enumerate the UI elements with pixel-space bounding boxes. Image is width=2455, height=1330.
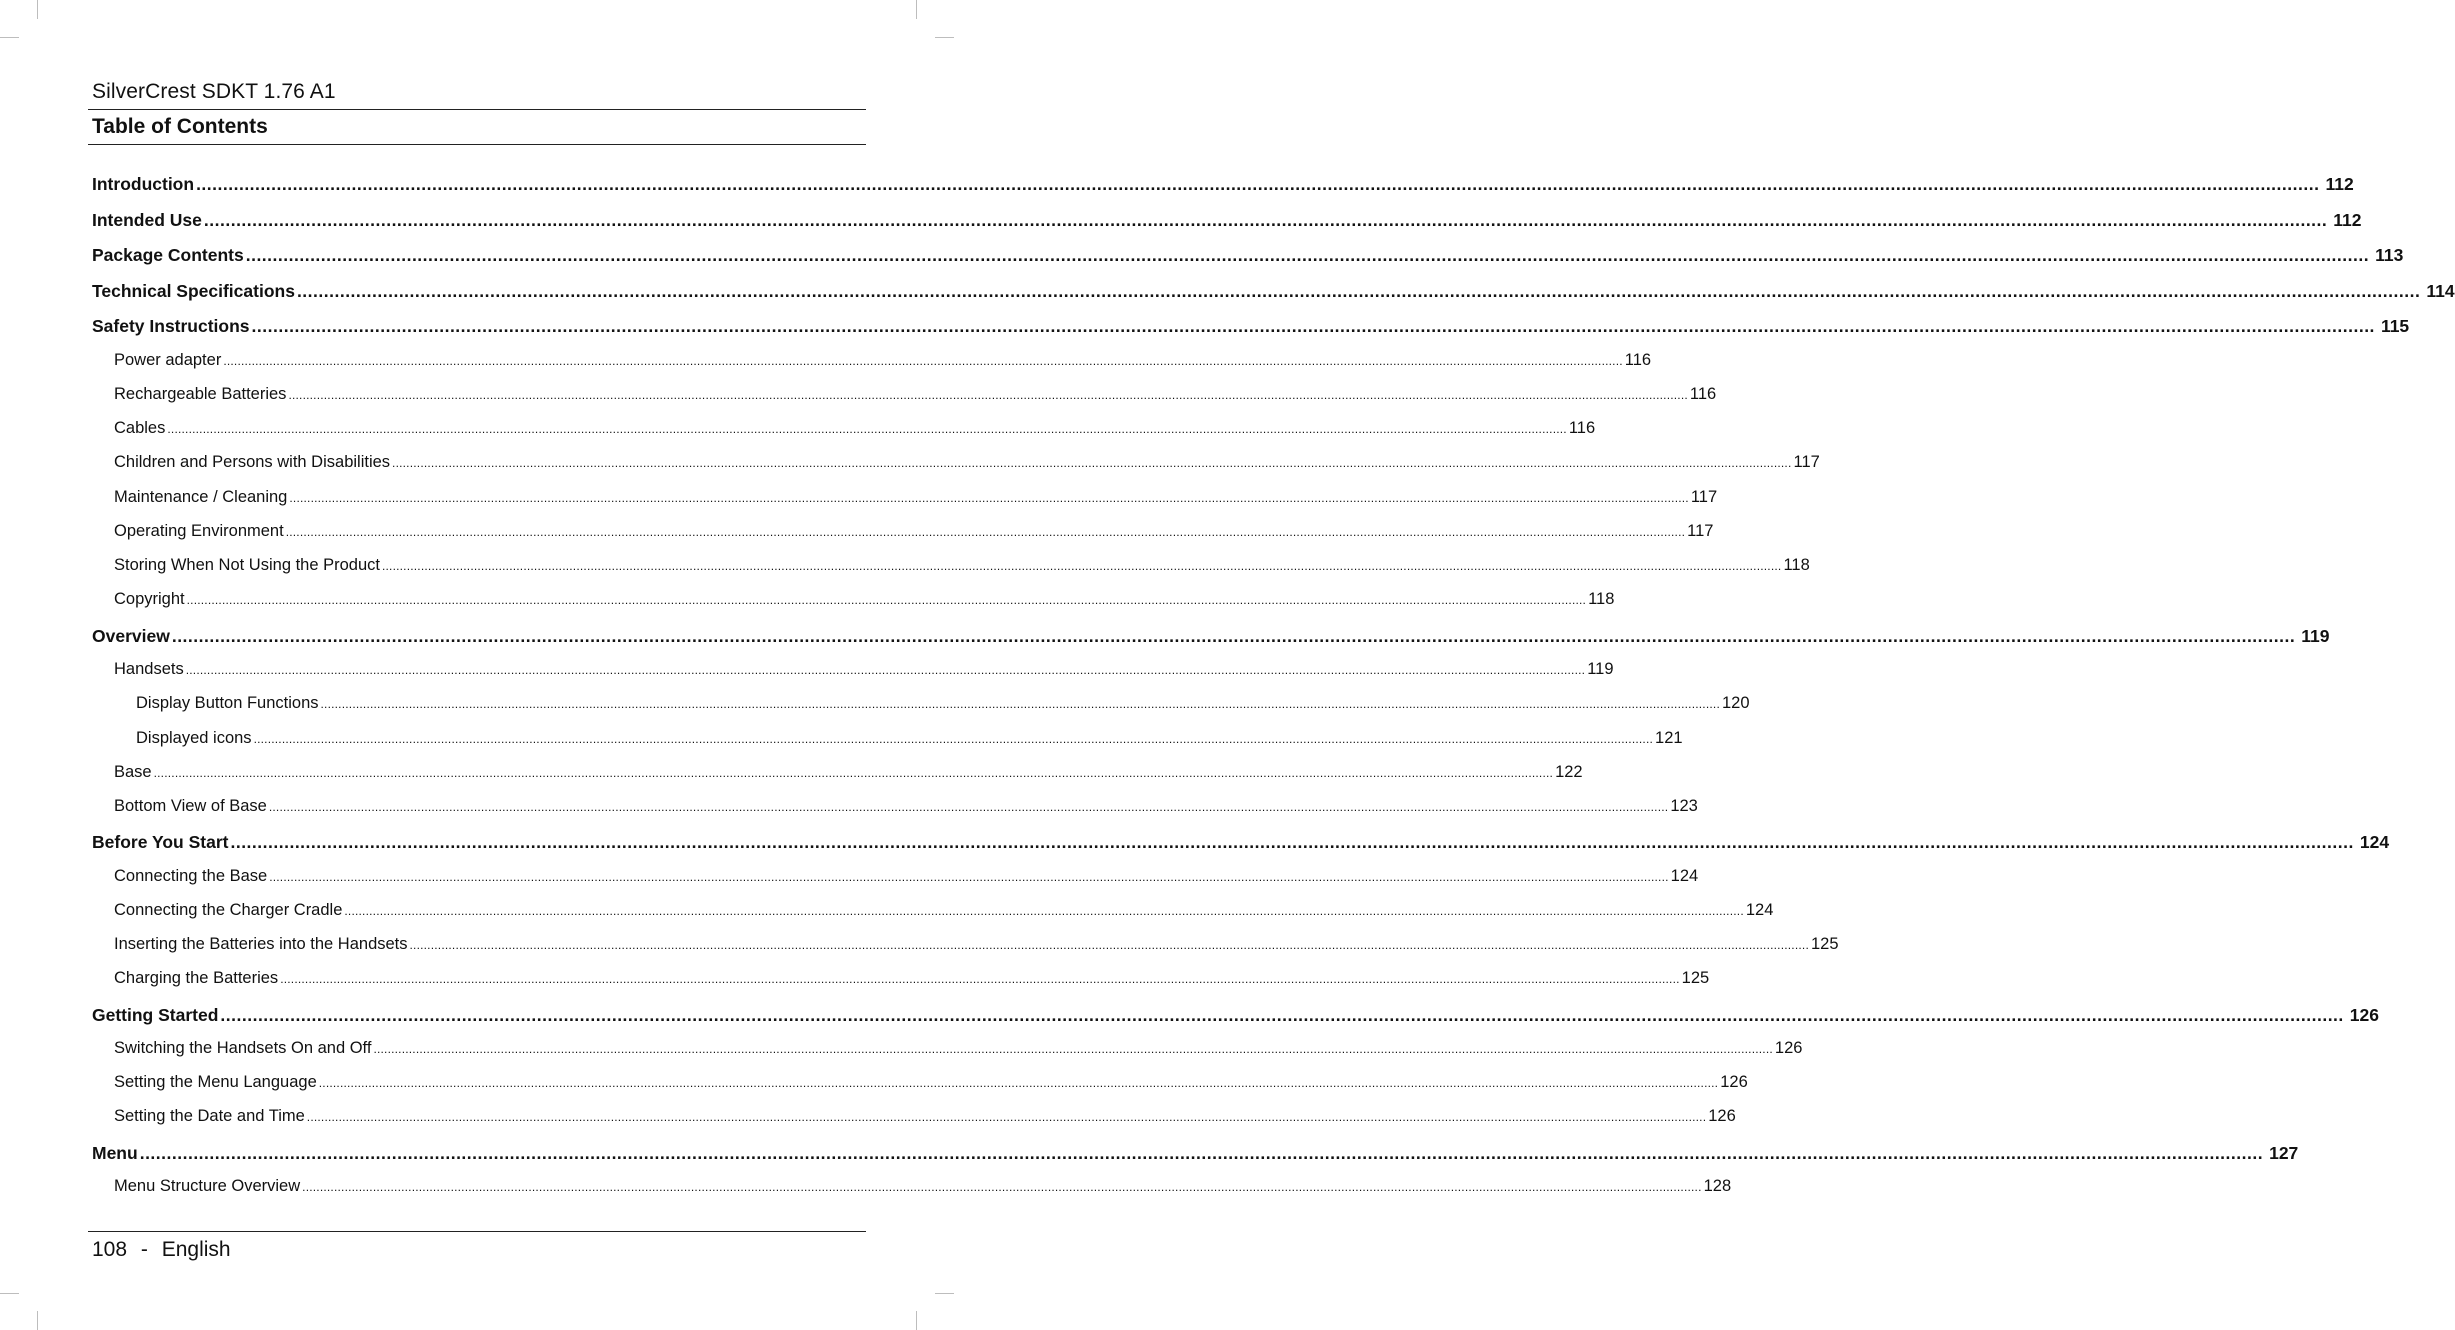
crop-mark [37,1311,38,1330]
toc-page-number: 119 [2301,626,2330,646]
toc-entry[interactable] [92,210,2362,231]
toc-entry[interactable] [92,281,2455,302]
toc-entry[interactable] [114,1107,1736,1126]
toc-dot-leader: ............................................................................................................................................................................................................................................................................................................................................................................................................ [285,525,1686,539]
toc-entry-title: Base [114,763,152,781]
toc-entry-title: Storing When Not Using the Product [114,556,380,574]
toc-page-number: 114 [2426,281,2455,301]
crop-mark [935,37,954,38]
toc-dot-leader: ............................................................................................................................................................................................................................................................................................................................................................................................................ [288,388,1688,402]
toc-entry[interactable] [114,763,1583,782]
toc-entry-title: Inserting the Batteries into the Handsets [114,935,408,953]
toc-entry[interactable] [92,174,2354,195]
toc-dot-leader: ............................................................................................................................................................................................................................................................................................................................................................................................................ [289,491,1689,505]
toc-entry[interactable] [114,1073,1748,1092]
toc-page-number: 126 [1720,1073,1748,1091]
toc-dot-leader: ............................................................................................................................................................................................................................................................................................................................................................................................................ [318,1076,1719,1090]
toc-entry[interactable] [114,901,1774,920]
toc-page-number: 116 [1568,419,1596,437]
toc-entry-title: Setting the Menu Language [114,1073,317,1091]
toc-entry-title: Menu [92,1143,138,1163]
toc-page-number: 116 [1624,351,1652,369]
toc-entry[interactable] [114,867,1699,886]
toc-dot-leader: ............................................................................................................................................................................................................................................................................................................................................................................................................ [230,832,2354,852]
toc-entry-title: Setting the Date and Time [114,1107,305,1125]
toc-page-number: 125 [1810,935,1839,953]
toc-entry-title: Rechargeable Batteries [114,385,287,403]
toc-dot-leader: ............................................................................................................................................................................................................................................................................................................................................................................................................ [223,354,1623,368]
toc-entry-title: Power adapter [114,351,222,369]
toc-dot-leader: ............................................................................................................................................................................................................................................................................................................................................................................................................ [185,663,1586,677]
toc-entry[interactable] [92,245,2404,266]
toc-dot-leader: ............................................................................................................................................................................................................................................................................................................................................................................................................ [167,422,1567,436]
toc-page-number: 124 [1745,901,1774,919]
toc-page-number: 112 [2325,174,2354,194]
toc-entry-title: Cables [114,419,166,437]
toc-page-number: 121 [1655,729,1683,747]
toc-page-number: 117 [1793,453,1820,471]
toc-page-number: 119 [1587,660,1614,678]
toc-entry-title: Introduction [92,174,195,194]
toc-entry-title: Copyright [114,590,185,608]
crop-mark [0,1293,19,1294]
toc-entry-title: Bottom View of Base [114,797,267,815]
toc-dot-leader: ............................................................................................................................................................................................................................................................................................................................................................................................................ [245,245,2370,265]
toc-entry[interactable] [114,797,1698,816]
toc-dot-leader: ............................................................................................................................................................................................................................................................................................................................................................................................................ [139,1143,2264,1163]
toc-entry-title: Handsets [114,660,184,678]
toc-entry[interactable] [114,556,1810,575]
toc-dot-leader: ............................................................................................................................................................................................................................................................................................................................................................................................................ [302,1180,1702,1194]
toc-entry-title: Technical Specifications [92,281,295,301]
toc-page-number: 117 [1687,522,1714,540]
crop-mark [916,1311,917,1330]
page-footer [92,1237,231,1263]
toc-entry[interactable] [114,1177,1732,1196]
toc-entry-title: Operating Environment [114,522,284,540]
toc-dot-leader: ............................................................................................................................................................................................................................................................................................................................................................................................................ [203,210,2328,230]
toc-dot-leader: ............................................................................................................................................................................................................................................................................................................................................................................................................ [296,281,2421,301]
toc-page-number: 113 [2375,245,2404,265]
crop-mark [37,0,38,19]
toc-entry[interactable] [114,488,1718,507]
crop-mark [916,0,917,19]
toc-entry[interactable] [92,1143,2299,1164]
toc-page-number: 127 [2269,1143,2299,1163]
toc-page-number: 112 [2333,210,2362,230]
toc-entry[interactable] [114,453,1820,472]
toc-entry-title: Connecting the Base [114,867,268,885]
toc-page-number: 128 [1703,1177,1732,1195]
crop-mark [0,37,19,38]
toc-page-number: 125 [1681,969,1710,987]
toc-dot-leader: ............................................................................................................................................................................................................................................................................................................................................................................................................ [253,732,1654,746]
toc-page-number: 126 [1774,1039,1803,1057]
toc-entry[interactable] [92,626,2330,647]
toc-dot-leader: ............................................................................................................................................................................................................................................................................................................................................................................................................ [153,766,1554,780]
toc-dot-leader: ............................................................................................................................................................................................................................................................................................................................................................................................................ [381,559,1782,573]
toc-dot-leader: ............................................................................................................................................................................................................................................................................................................................................................................................................ [409,938,1809,952]
toc-entry-title: Menu Structure Overview [114,1177,301,1195]
toc-page-number: 117 [1690,488,1718,506]
toc-page-number: 120 [1721,694,1750,712]
page-header [92,79,866,105]
toc-page-number: 126 [1708,1107,1736,1125]
toc-entry-title: Children and Persons with Disabilities [114,453,391,471]
toc-entry[interactable] [92,316,2410,337]
toc-entry-title: Getting Started [92,1005,219,1025]
title-rule [88,144,866,145]
toc-dot-leader: ............................................................................................................................................................................................................................................................................................................................................................................................................ [171,626,2296,646]
toc-page-number: 116 [1689,385,1717,403]
toc-entry-title: Charging the Batteries [114,969,279,987]
toc-dot-leader: ............................................................................................................................................................................................................................................................................................................................................................................................................ [196,174,2320,194]
toc-entry[interactable] [114,935,1839,954]
toc-page-number: 118 [1588,590,1615,608]
toc-page-number: 124 [2359,832,2390,852]
toc-dot-leader: ............................................................................................................................................................................................................................................................................................................................................................................................................ [269,870,1669,884]
toc-title: Table of Contents [92,115,268,138]
toc-entry[interactable] [114,419,1596,438]
toc-entry-title: Before You Start [92,832,229,852]
toc-page-number: 126 [2349,1005,2379,1025]
toc-entry-title: Maintenance / Cleaning [114,488,288,506]
toc-entry[interactable] [114,660,1614,679]
toc-page-number: 115 [2380,316,2410,336]
product-title: SilverCrest SDKT 1.76 A1 [92,80,336,103]
toc-entry-title: Display Button Functions [136,694,319,712]
footer-language: English [161,1238,231,1261]
toc-entry-title: Connecting the Charger Cradle [114,901,343,919]
toc-entry[interactable] [136,694,1750,713]
toc-entry[interactable] [114,969,1710,988]
toc-entry-title: Switching the Handsets On and Off [114,1039,372,1057]
toc-dot-leader: ............................................................................................................................................................................................................................................................................................................................................................................................................ [392,456,1792,470]
toc-entry-title: Package Contents [92,245,244,265]
footer-rule [88,1231,866,1232]
toc-dot-leader: ............................................................................................................................................................................................................................................................................................................................................................................................................ [220,1005,2344,1025]
toc-entry-title: Overview [92,626,170,646]
toc-page-number: 124 [1670,867,1699,885]
header-rule [88,109,866,110]
toc-page-number: 122 [1555,763,1583,781]
crop-mark [935,1293,954,1294]
toc-dot-leader: ............................................................................................................................................................................................................................................................................................................................................................................................................ [320,697,1720,711]
toc-page-number: 118 [1783,556,1810,574]
page-number: 108 [92,1238,128,1261]
footer-separator: - [140,1238,148,1261]
toc-entry[interactable] [114,1039,1803,1058]
toc-page-number: 123 [1670,797,1698,815]
toc-entry[interactable] [114,351,1652,370]
toc-entry[interactable] [92,1005,2379,1026]
toc-dot-leader: ............................................................................................................................................................................................................................................................................................................................................................................................................ [186,593,1587,607]
toc-entry[interactable] [136,729,1683,748]
toc-dot-leader: ............................................................................................................................................................................................................................................................................................................................................................................................................ [373,1042,1773,1056]
toc-entry[interactable] [92,832,2390,853]
toc-dot-leader: ............................................................................................................................................................................................................................................................................................................................................................................................................ [280,972,1680,986]
toc-entry[interactable] [114,522,1714,541]
toc-dot-leader: ............................................................................................................................................................................................................................................................................................................................................................................................................ [268,800,1669,814]
toc-entry[interactable] [114,385,1717,404]
toc-entry-title: Displayed icons [136,729,252,747]
toc-dot-leader: ............................................................................................................................................................................................................................................................................................................................................................................................................ [344,904,1744,918]
toc-entry-title: Intended Use [92,210,202,230]
toc-dot-leader: ............................................................................................................................................................................................................................................................................................................................................................................................................ [306,1110,1707,1124]
toc-entry[interactable] [114,590,1615,609]
toc-entry-title: Safety Instructions [92,316,250,336]
toc-dot-leader: ............................................................................................................................................................................................................................................................................................................................................................................................................ [251,316,2375,336]
